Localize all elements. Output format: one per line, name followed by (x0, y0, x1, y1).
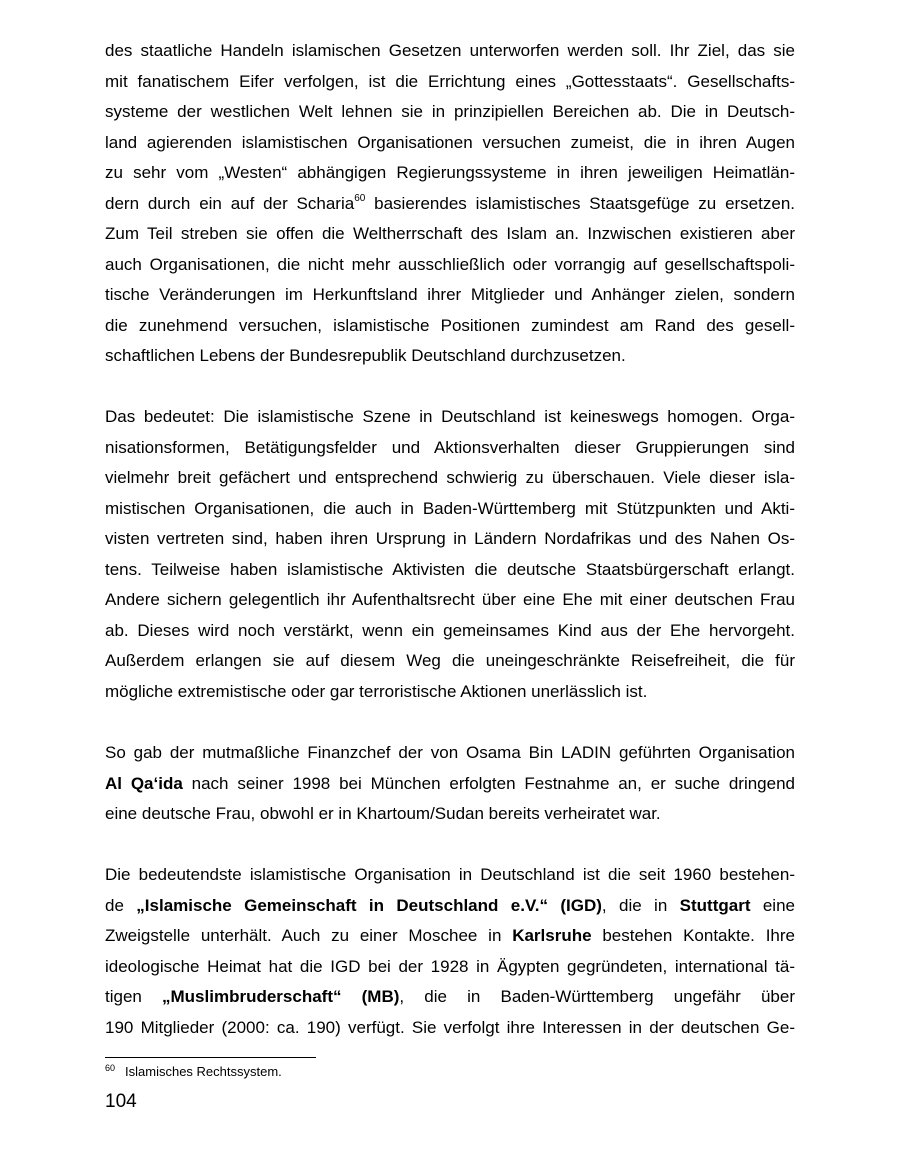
text-line: des staatliche Handeln islamischen Gesetzen unterworfen werden soll. Ihr Ziel, das sie (105, 41, 795, 60)
text-line: So gab der mutmaßliche Finanzchef der von Osama Bin LADIN geführten Organisation (105, 743, 795, 762)
text-segment: dern durch ein auf der Scharia (105, 193, 355, 213)
text-line: Außerdem erlangen sie auf diesem Weg die uneingeschränkte Reisefreiheit, die für (105, 651, 795, 670)
text-line: mistischen Organisationen, die auch in Baden-Württemberg mit Stützpunkten und Akti- (105, 498, 795, 518)
text-line: nisationsformen, Betätigungsfelder und Aktionsverhalten dieser Gruppierungen sind (105, 437, 795, 457)
text-line: tische Veränderungen im Herkunftsland ihrer Mitglieder und Anhänger zielen, sondern (105, 285, 795, 304)
text-line (105, 769, 795, 800)
text-segment: , die in (601, 895, 680, 915)
text-line: vielmehr breit gefächert und entsprechend schwierig zu überschauen. Viele dieser isla- (105, 468, 795, 487)
text-line: mögliche extremistische oder gar terroristische Aktionen unerlässlich ist. (105, 681, 648, 701)
text-line (105, 891, 795, 922)
text-segment: Zweigstelle unterhält. Auch zu einer Moschee in (105, 926, 513, 945)
text-line: Andere sichern gelegentlich ihr Aufenthaltsrecht über eine Ehe mit einer deutschen Frau (105, 590, 795, 609)
text-line (105, 189, 795, 220)
footnote-reference[interactable]: 60 (354, 192, 366, 204)
text-line: Zum Teil streben sie offen die Weltherrschaft des Islam an. Inzwischen existieren aber (105, 224, 795, 243)
paragraph-2 (105, 402, 795, 707)
text-line: visten vertreten sind, haben ihren Ursprung in Ländern Nordafrikas und des Nahen Os- (105, 529, 795, 548)
text-line: ab. Dieses wird noch verstärkt, wenn ein gemeinsames Kind aus der Ehe hervorgeht. (105, 620, 795, 640)
page-number: 104 (105, 1091, 137, 1112)
text-segment: tigen (105, 987, 163, 1006)
text-line: land agierenden islamistischen Organisationen versuchen zumeist, die in ihren Augen (105, 132, 795, 152)
text-segment: bestehen Kontakte. Ihre (591, 926, 795, 945)
bold-term: „Islamische Gemeinschaft in Deutschland e.V.“ (IGD) (136, 895, 602, 915)
text-line: zu sehr vom „Westen“ abhängigen Regierungssysteme in ihren jeweiligen Heimatlän- (105, 163, 795, 182)
bold-term: Al Qa‘ida (105, 773, 183, 793)
footnote (105, 1064, 282, 1080)
text-segment: nach seiner 1998 bei München erfolgten Festnahme an, er suche dringend (182, 773, 795, 793)
text-line: Die bedeutendste islamistische Organisation in Deutschland ist die seit 1960 bestehen- (105, 865, 795, 884)
text-line (105, 982, 795, 1013)
footnote-divider (105, 1057, 316, 1058)
text-segment: eine (750, 895, 795, 915)
bold-term: Karlsruhe (512, 926, 592, 945)
paragraph-1 (105, 36, 795, 372)
text-line: Das bedeutet: Die islamistische Szene in Deutschland ist keineswegs homogen. Orga- (105, 407, 795, 426)
text-line: tens. Teilweise haben islamistische Aktivisten die deutsche Staatsbürgerschaft erlangt. (105, 559, 795, 579)
text-line: mit fanatischem Eifer verfolgen, ist die Errichtung eines „Gottesstaats“. Gesellschafts- (105, 71, 795, 91)
text-line: systeme der westlichen Welt lehnen sie in prinzipiellen Bereichen ab. Die in Deutsch- (105, 102, 795, 121)
text-line: 190 Mitglieder (2000: ca. 190) verfügt. Sie verfolgt ihre Interessen in der deutschen Ge- (105, 1017, 795, 1037)
footnote-number: 60 (105, 1063, 116, 1073)
footnote-text: Islamisches Rechtssystem. (125, 1064, 282, 1079)
bold-term: „Muslimbruderschaft“ (MB) (162, 987, 400, 1006)
text-line (105, 921, 795, 952)
text-segment: basierendes islamistisches Staatsgefüge zu ersetzen. (365, 193, 795, 213)
text-line: schaftlichen Lebens der Bundesrepublik Deutschland durchzusetzen. (105, 346, 626, 365)
text-segment: , die in Baden-Württemberg ungefähr über (399, 987, 795, 1006)
text-line: eine deutsche Frau, obwohl er in Khartoum/Sudan bereits verheiratet war. (105, 804, 661, 823)
text-segment: de (105, 895, 137, 915)
text-line: auch Organisationen, die nicht mehr ausschließlich oder vorrangig auf gesellschaftspoli- (105, 254, 795, 274)
bold-term: Stuttgart (679, 895, 751, 915)
paragraph-3 (105, 738, 795, 830)
paragraph-4 (105, 860, 795, 1043)
text-line: die zunehmend versuchen, islamistische Positionen zumindest am Rand des gesell- (105, 315, 795, 335)
text-line: ideologische Heimat hat die IGD bei der 1928 in Ägypten gegründeten, international tä- (105, 956, 795, 976)
